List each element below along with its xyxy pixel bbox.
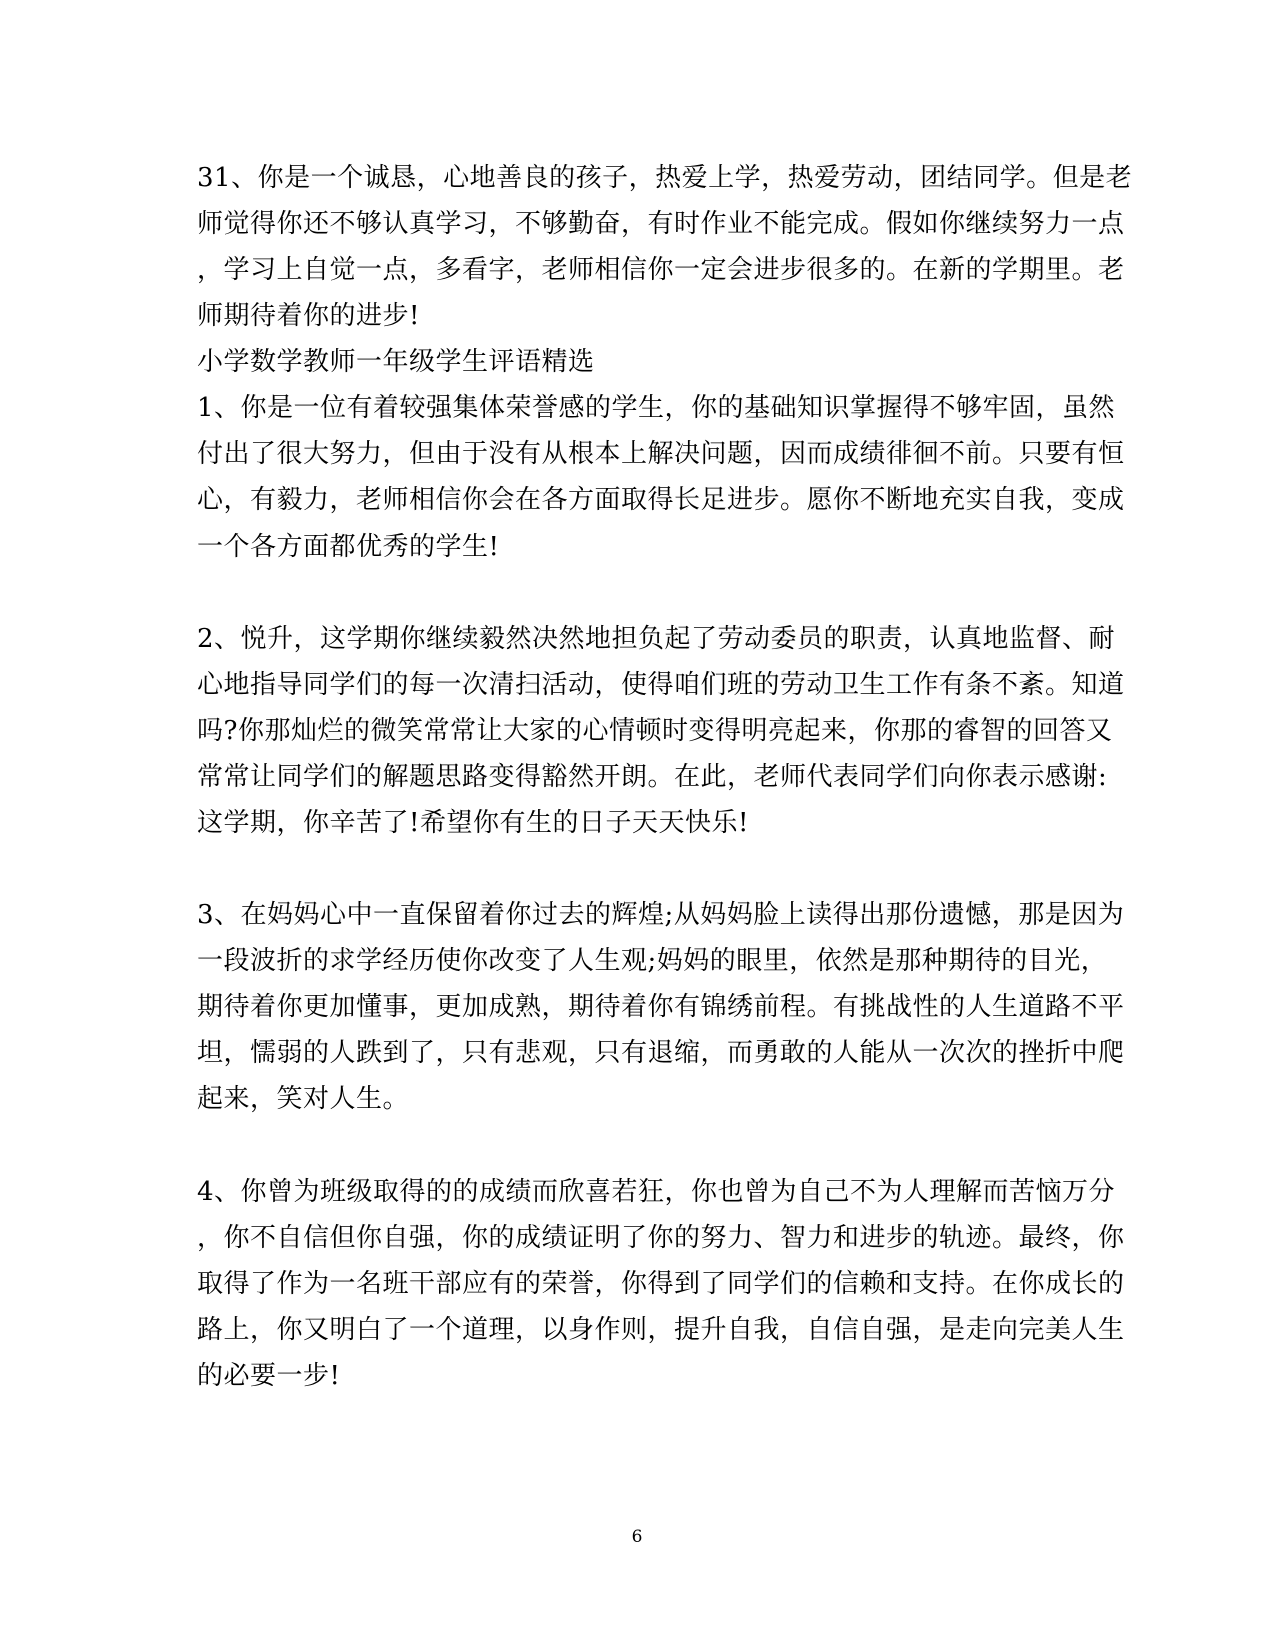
text-line: 师期待着你的进步! [197, 301, 420, 331]
text-line: 的必要一步! [197, 1361, 341, 1391]
text-line: 师觉得你还不够认真学习，不够勤奋，有时作业不能完成。假如你继续努力一点 [197, 209, 1125, 239]
text-line: 2、悦升，这学期你继续毅然决然地担负起了劳动委员的职责，认真地监督、耐 [197, 624, 1116, 654]
text-line: ，学习上自觉一点，多看字，老师相信你一定会进步很多的。在新的学期里。老 [197, 255, 1125, 285]
text-line: 付出了很大努力，但由于没有从根本上解决问题，因而成绩徘徊不前。只要有恒 [197, 439, 1125, 469]
text-line: 心，有毅力，老师相信你会在各方面取得长足进步。愿你不断地充实自我，变成 [197, 485, 1125, 515]
text-line: 路上，你又明白了一个道理，以身作则，提升自我，自信自强，是走向完美人生 [197, 1315, 1125, 1345]
text-line: 期待着你更加懂事，更加成熟，期待着你有锦绣前程。有挑战性的人生道路不平 [197, 992, 1125, 1022]
text-line: ，你不自信但你自强，你的成绩证明了你的努力、智力和进步的轨迹。最终，你 [197, 1223, 1125, 1253]
page-number: 6 [631, 1527, 643, 1547]
text-line: 4、你曾为班级取得的的成绩而欣喜若狂，你也曾为自己不为人理解而苦恼万分 [197, 1177, 1116, 1207]
text-line: 吗?你那灿烂的微笑常常让大家的心情顿时变得明亮起来，你那的睿智的回答又 [197, 716, 1113, 746]
text-line: 坦，懦弱的人跌到了，只有悲观，只有退缩，而勇敢的人能从一次次的挫折中爬 [197, 1038, 1125, 1068]
text-line: 一个各方面都优秀的学生! [197, 532, 500, 562]
text-line: 这学期，你辛苦了!希望你有生的日子天天快乐! [197, 808, 749, 838]
text-line: 常常让同学们的解题思路变得豁然开朗。在此，老师代表同学们向你表示感谢: [197, 762, 1108, 792]
text-line: 取得了作为一名班干部应有的荣誉，你得到了同学们的信赖和支持。在你成长的 [197, 1269, 1125, 1299]
section-heading: 小学数学教师一年级学生评语精选 [197, 347, 595, 377]
text-line: 起来，笑对人生。 [197, 1084, 410, 1114]
text-line: 1、你是一位有着较强集体荣誉感的学生，你的基础知识掌握得不够牢固，虽然 [197, 393, 1116, 423]
text-line: 3、在妈妈心中一直保留着你过去的辉煌;从妈妈脸上读得出那份遗憾，那是因为 [197, 900, 1125, 930]
text-line: 一段波折的求学经历使你改变了人生观;妈妈的眼里，依然是那种期待的目光， [197, 946, 1108, 976]
text-line: 心地指导同学们的每一次清扫活动，使得咱们班的劳动卫生工作有条不紊。知道 [197, 670, 1125, 700]
text-line: 31、你是一个诚恳，心地善良的孩子，热爱上学，热爱劳动，团结同学。但是老 [197, 163, 1133, 193]
